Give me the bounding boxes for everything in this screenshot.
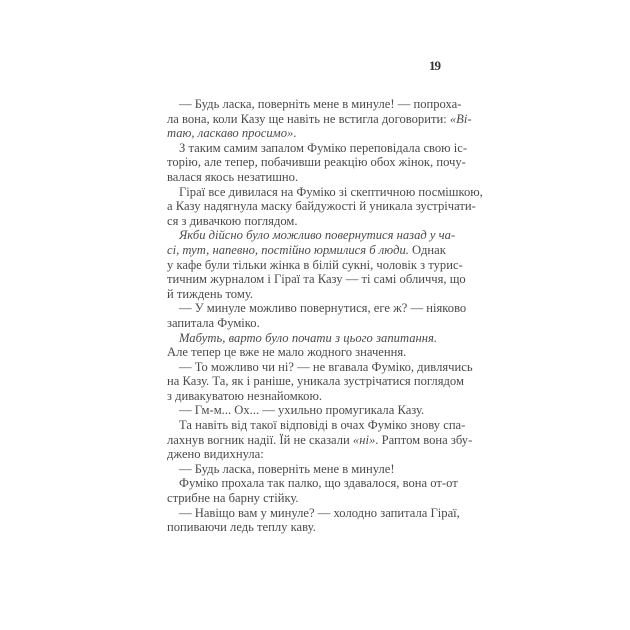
text-segment: Однак bbox=[408, 242, 446, 257]
text-segment: — У минуле можливо повернутися, еге ж? — ніяково bbox=[179, 301, 467, 316]
text-line bbox=[167, 432, 473, 448]
italic-text: Якби дійсно було можливо повернутися назад у ча- bbox=[179, 228, 456, 243]
text-segment: — То можливо чи ні? — не вгавала Фуміко, дивлячись bbox=[179, 359, 473, 374]
text-segment: . bbox=[293, 126, 297, 141]
text-segment: тичним журналом і Гіраї та Казу — ті самі обличчя, що bbox=[167, 272, 466, 287]
text-segment: лахнув вогник надії. Їй не сказали bbox=[167, 432, 353, 447]
text-segment: Фуміко прохала так палко, що здавалося, вона от-от bbox=[179, 476, 458, 491]
text-line bbox=[167, 520, 437, 535]
text-line bbox=[167, 97, 462, 112]
text-line bbox=[167, 126, 437, 141]
text-segment: валася якось незатишно. bbox=[167, 169, 299, 184]
text-line bbox=[167, 345, 437, 360]
text-line bbox=[167, 505, 460, 521]
text-segment: у кафе були тільки жінка в білій сукні, чоловік з турис- bbox=[167, 257, 463, 272]
text-segment: . Раптом вона збу- bbox=[375, 432, 473, 447]
text-line bbox=[167, 272, 466, 287]
text-segment: торію, але тепер, побачивши реакцію обох жінок, почу- bbox=[167, 155, 466, 170]
text-line bbox=[167, 447, 437, 462]
text-line bbox=[167, 111, 472, 127]
text-line bbox=[167, 359, 473, 375]
text-line bbox=[167, 418, 466, 433]
text-line bbox=[167, 199, 476, 214]
text-line bbox=[167, 155, 466, 170]
text-line bbox=[167, 316, 437, 331]
text-line bbox=[167, 476, 458, 491]
text-line bbox=[167, 389, 437, 404]
body-text bbox=[167, 97, 483, 535]
text-line bbox=[167, 301, 467, 316]
page-number: 19 bbox=[429, 58, 440, 73]
text-line bbox=[167, 170, 437, 185]
text-line bbox=[167, 228, 456, 243]
text-line bbox=[167, 491, 437, 506]
text-segment: з дивакуватою незнайомкою. bbox=[167, 388, 322, 403]
italic-text: таю, ласкаво просимо» bbox=[167, 126, 294, 141]
text-line bbox=[167, 214, 437, 229]
text-segment: а Казу надягнула маску байдужості й уникала зустрічати- bbox=[167, 199, 476, 214]
text-line bbox=[167, 287, 437, 302]
italic-text: Мабуть, варто було почати з цього запитання. bbox=[179, 330, 437, 345]
text-segment: й тиждень тому. bbox=[167, 286, 254, 301]
text-segment: ла вона, коли Казу ще навіть не встигла договорити: bbox=[167, 111, 450, 126]
text-segment: Але тепер це вже не мало жодного значення. bbox=[167, 345, 407, 360]
text-segment: — Гм-м... Ох... — ухильно промугикала Казу. bbox=[179, 403, 425, 418]
text-segment: — Будь ласка, поверніть мене в минуле! — попроха- bbox=[179, 97, 462, 111]
text-segment: джено видихнула: bbox=[167, 447, 264, 462]
text-segment: ся з дивачкою поглядом. bbox=[167, 213, 298, 228]
italic-text: «ні» bbox=[352, 432, 376, 447]
text-line bbox=[167, 374, 464, 389]
text-segment: запитала Фуміко. bbox=[167, 315, 260, 330]
text-segment: — Навіщо вам у минуле? — холодно запитала Гіраї, bbox=[179, 505, 460, 520]
text-segment: на Казу. Та, як і раніше, уникала зустрічатися поглядом bbox=[167, 374, 464, 389]
text-segment: стрибне на барну стійку. bbox=[167, 491, 299, 506]
text-segment: — Будь ласка, поверніть мене в минуле! bbox=[179, 461, 395, 476]
text-line bbox=[167, 331, 437, 346]
text-segment: Гіраї все дивилася на Фуміко зі скептичною посмішкою, bbox=[179, 184, 483, 199]
text-line bbox=[167, 462, 437, 477]
italic-text: «Ві- bbox=[449, 111, 472, 126]
text-line bbox=[167, 257, 463, 273]
text-line bbox=[167, 184, 483, 200]
text-segment: Та навіть від такої відповіді в очах Фуміко знову спа- bbox=[179, 418, 466, 433]
italic-text: сі, тут, напевно, постійно юрмилися б люди. bbox=[167, 242, 409, 257]
text-segment: попиваючи ледь теплу каву. bbox=[167, 520, 316, 535]
text-segment: З таким самим запалом Фуміко переповідала свою іс- bbox=[179, 140, 468, 155]
text-line bbox=[167, 140, 468, 156]
text-line bbox=[167, 403, 437, 418]
text-line bbox=[167, 242, 446, 258]
